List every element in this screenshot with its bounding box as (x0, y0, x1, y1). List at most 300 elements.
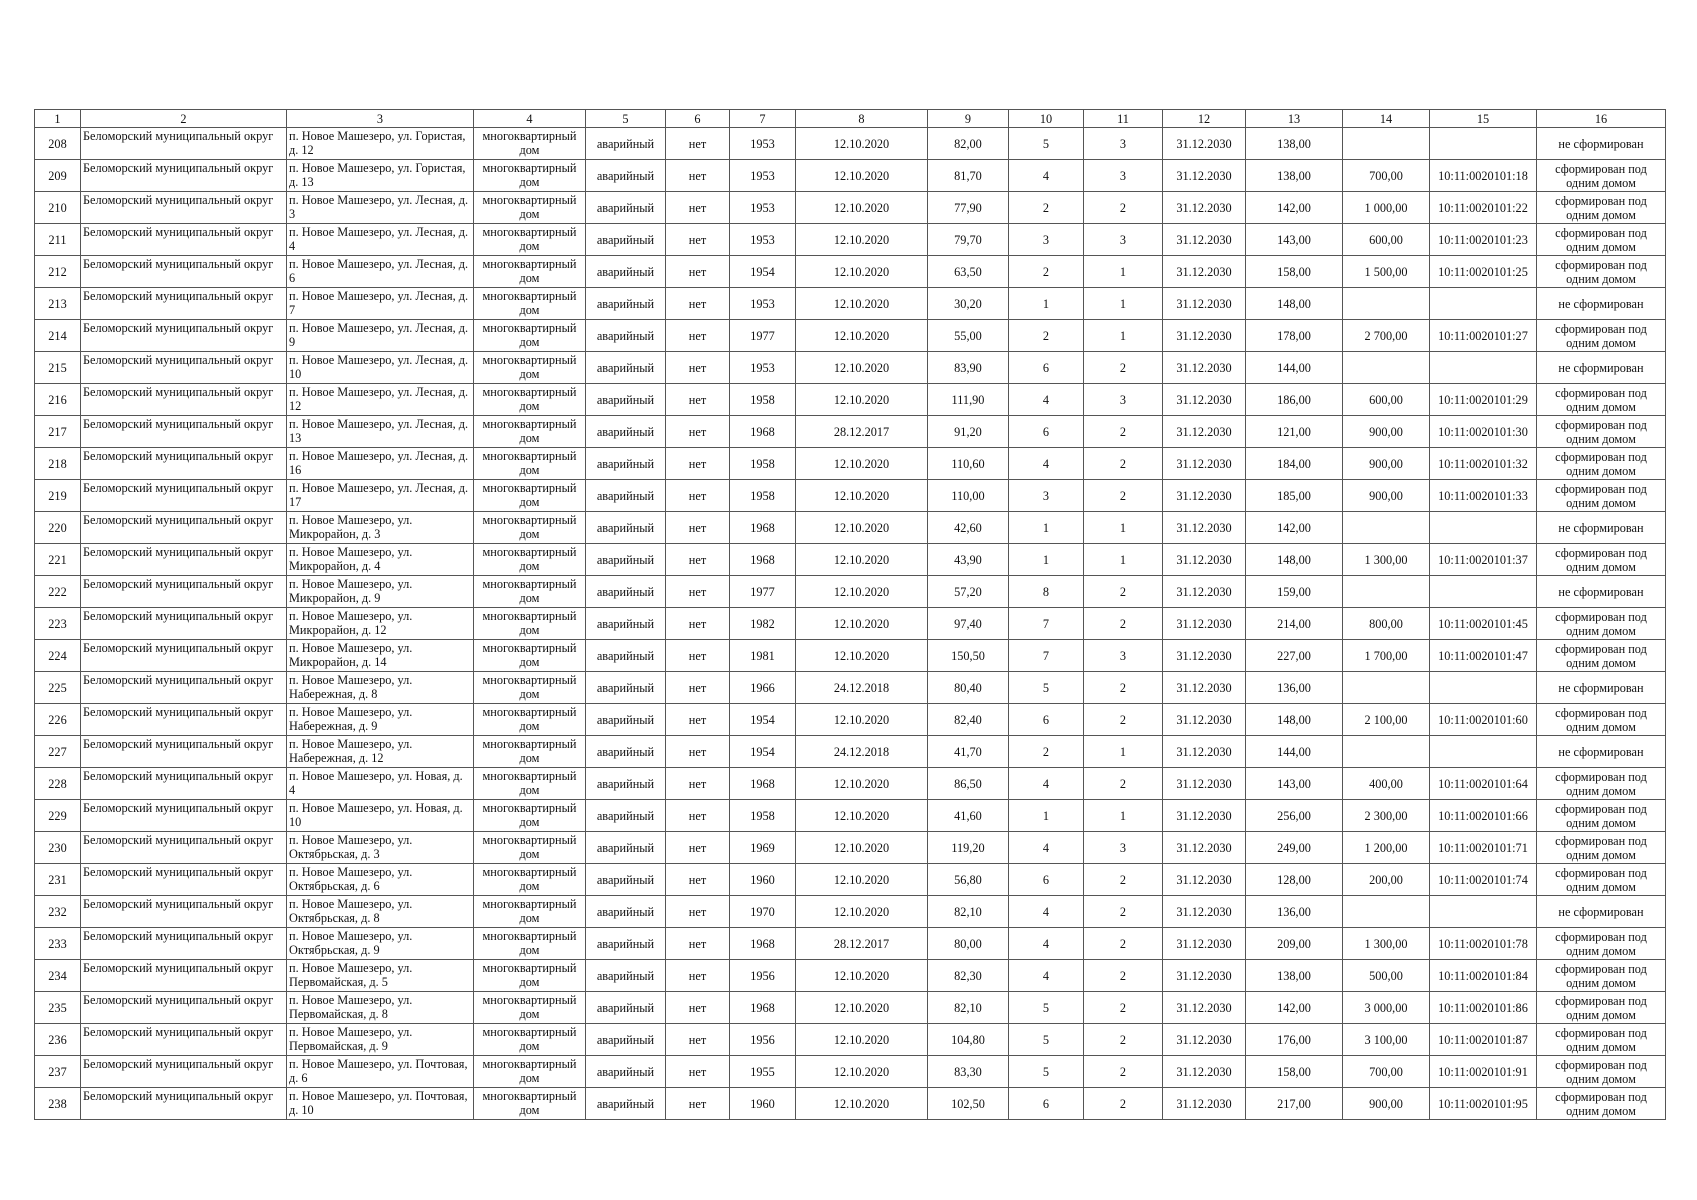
cell-date: 12.10.2020 (796, 864, 928, 896)
cell-building-type: многоквартирный дом (474, 352, 586, 384)
cell-apartments: 2 (1084, 352, 1163, 384)
cell-building-type: многоквартирный дом (474, 800, 586, 832)
cell-row-number: 214 (35, 320, 81, 352)
cell-condition: аварийный (586, 480, 666, 512)
cell-row-number: 216 (35, 384, 81, 416)
cell-apartments: 2 (1084, 1056, 1163, 1088)
cell-year-built: 1956 (730, 960, 796, 992)
cell-amount: 176,00 (1246, 1024, 1343, 1056)
cell-address: п. Новое Машезеро, ул. Октябрьская, д. 6 (287, 864, 474, 896)
cell-land-area: 1 000,00 (1343, 192, 1430, 224)
cell-municipality: Беломорский муниципальный округ (81, 992, 287, 1024)
cell-deadline: 31.12.2030 (1163, 704, 1246, 736)
cell-deadline: 31.12.2030 (1163, 352, 1246, 384)
cell-cadastral-number: 10:11:0020101:60 (1430, 704, 1537, 736)
cell-building-type: многоквартирный дом (474, 288, 586, 320)
cell-row-number: 221 (35, 544, 81, 576)
cell-building-type: многоквартирный дом (474, 672, 586, 704)
table-row (35, 512, 1666, 544)
cell-land-status: сформирован под одним домом (1537, 544, 1666, 576)
cell-address: п. Новое Машезеро, ул. Октябрьская, д. 3 (287, 832, 474, 864)
cell-year-built: 1953 (730, 160, 796, 192)
cell-land-area: 3 000,00 (1343, 992, 1430, 1024)
cell-deadline: 31.12.2030 (1163, 832, 1246, 864)
cell-land-status: сформирован под одним домом (1537, 960, 1666, 992)
cell-area: 119,20 (928, 832, 1009, 864)
cell-residents: 7 (1009, 640, 1084, 672)
cell-municipality: Беломорский муниципальный округ (81, 256, 287, 288)
cell-cadastral-number (1430, 672, 1537, 704)
cell-condition: аварийный (586, 736, 666, 768)
cell-apartments: 1 (1084, 800, 1163, 832)
cell-address: п. Новое Машезеро, ул. Гористая, д. 12 (287, 128, 474, 160)
cell-year-built: 1981 (730, 640, 796, 672)
cell-flag: нет (666, 384, 730, 416)
cell-residents: 4 (1009, 768, 1084, 800)
cell-amount: 144,00 (1246, 736, 1343, 768)
cell-building-type: многоквартирный дом (474, 992, 586, 1024)
cell-apartments: 2 (1084, 960, 1163, 992)
cell-year-built: 1977 (730, 320, 796, 352)
cell-cadastral-number: 10:11:0020101:74 (1430, 864, 1537, 896)
cell-residents: 4 (1009, 448, 1084, 480)
cell-address: п. Новое Машезеро, ул. Микрорайон, д. 3 (287, 512, 474, 544)
cell-condition: аварийный (586, 928, 666, 960)
cell-apartments: 1 (1084, 512, 1163, 544)
cell-amount: 136,00 (1246, 672, 1343, 704)
cell-land-area: 600,00 (1343, 224, 1430, 256)
cell-land-area: 900,00 (1343, 416, 1430, 448)
cell-land-status: сформирован под одним домом (1537, 800, 1666, 832)
cell-building-type: многоквартирный дом (474, 192, 586, 224)
cell-flag: нет (666, 960, 730, 992)
cell-land-status: сформирован под одним домом (1537, 1024, 1666, 1056)
cell-year-built: 1954 (730, 256, 796, 288)
cell-deadline: 31.12.2030 (1163, 512, 1246, 544)
cell-address: п. Новое Машезеро, ул. Октябрьская, д. 9 (287, 928, 474, 960)
cell-residents: 6 (1009, 864, 1084, 896)
cell-land-area: 700,00 (1343, 1056, 1430, 1088)
cell-area: 150,50 (928, 640, 1009, 672)
cell-area: 82,30 (928, 960, 1009, 992)
cell-amount: 249,00 (1246, 832, 1343, 864)
cell-area: 82,10 (928, 992, 1009, 1024)
cell-area: 81,70 (928, 160, 1009, 192)
cell-cadastral-number: 10:11:0020101:23 (1430, 224, 1537, 256)
cell-apartments: 3 (1084, 128, 1163, 160)
cell-deadline: 31.12.2030 (1163, 256, 1246, 288)
cell-land-status: не сформирован (1537, 896, 1666, 928)
cell-deadline: 31.12.2030 (1163, 576, 1246, 608)
cell-apartments: 2 (1084, 1088, 1163, 1120)
cell-municipality: Беломорский муниципальный округ (81, 384, 287, 416)
cell-amount: 136,00 (1246, 896, 1343, 928)
cell-cadastral-number: 10:11:0020101:64 (1430, 768, 1537, 800)
cell-date: 12.10.2020 (796, 704, 928, 736)
cell-flag: нет (666, 256, 730, 288)
cell-building-type: многоквартирный дом (474, 608, 586, 640)
cell-flag: нет (666, 1056, 730, 1088)
cell-land-area: 800,00 (1343, 608, 1430, 640)
table-row (35, 544, 1666, 576)
cell-date: 12.10.2020 (796, 992, 928, 1024)
cell-condition: аварийный (586, 224, 666, 256)
table-row (35, 960, 1666, 992)
table-row (35, 1024, 1666, 1056)
cell-address: п. Новое Машезеро, ул. Лесная, д. 10 (287, 352, 474, 384)
cell-cadastral-number: 10:11:0020101:22 (1430, 192, 1537, 224)
cell-municipality: Беломорский муниципальный округ (81, 320, 287, 352)
column-header-13: 13 (1246, 110, 1343, 128)
cell-date: 12.10.2020 (796, 608, 928, 640)
cell-municipality: Беломорский муниципальный округ (81, 896, 287, 928)
cell-address: п. Новое Машезеро, ул. Микрорайон, д. 4 (287, 544, 474, 576)
cell-date: 12.10.2020 (796, 960, 928, 992)
cell-year-built: 1958 (730, 384, 796, 416)
cell-year-built: 1966 (730, 672, 796, 704)
cell-cadastral-number: 10:11:0020101:86 (1430, 992, 1537, 1024)
cell-cadastral-number: 10:11:0020101:87 (1430, 1024, 1537, 1056)
cell-municipality: Беломорский муниципальный округ (81, 608, 287, 640)
cell-apartments: 3 (1084, 224, 1163, 256)
cell-residents: 1 (1009, 544, 1084, 576)
cell-land-area: 600,00 (1343, 384, 1430, 416)
cell-condition: аварийный (586, 896, 666, 928)
cell-area: 86,50 (928, 768, 1009, 800)
cell-row-number: 234 (35, 960, 81, 992)
cell-address: п. Новое Машезеро, ул. Почтовая, д. 10 (287, 1088, 474, 1120)
cell-apartments: 2 (1084, 992, 1163, 1024)
cell-cadastral-number: 10:11:0020101:33 (1430, 480, 1537, 512)
cell-building-type: многоквартирный дом (474, 160, 586, 192)
table-row (35, 224, 1666, 256)
cell-building-type: многоквартирный дом (474, 1024, 586, 1056)
cell-residents: 5 (1009, 1056, 1084, 1088)
cell-row-number: 238 (35, 1088, 81, 1120)
cell-building-type: многоквартирный дом (474, 704, 586, 736)
cell-deadline: 31.12.2030 (1163, 896, 1246, 928)
cell-year-built: 1953 (730, 288, 796, 320)
cell-amount: 159,00 (1246, 576, 1343, 608)
cell-land-status: сформирован под одним домом (1537, 864, 1666, 896)
cell-row-number: 233 (35, 928, 81, 960)
cell-condition: аварийный (586, 160, 666, 192)
column-header-10: 10 (1009, 110, 1084, 128)
cell-amount: 143,00 (1246, 224, 1343, 256)
cell-row-number: 208 (35, 128, 81, 160)
cell-municipality: Беломорский муниципальный округ (81, 640, 287, 672)
cell-land-status: сформирован под одним домом (1537, 160, 1666, 192)
cell-building-type: многоквартирный дом (474, 960, 586, 992)
cell-cadastral-number (1430, 736, 1537, 768)
cell-date: 24.12.2018 (796, 672, 928, 704)
cell-condition: аварийный (586, 288, 666, 320)
cell-residents: 4 (1009, 928, 1084, 960)
cell-condition: аварийный (586, 1024, 666, 1056)
cell-row-number: 218 (35, 448, 81, 480)
cell-amount: 178,00 (1246, 320, 1343, 352)
cell-apartments: 1 (1084, 288, 1163, 320)
cell-cadastral-number: 10:11:0020101:47 (1430, 640, 1537, 672)
cell-deadline: 31.12.2030 (1163, 224, 1246, 256)
cell-land-status: сформирован под одним домом (1537, 704, 1666, 736)
cell-address: п. Новое Машезеро, ул. Лесная, д. 6 (287, 256, 474, 288)
cell-land-status: не сформирован (1537, 672, 1666, 704)
cell-cadastral-number: 10:11:0020101:18 (1430, 160, 1537, 192)
cell-residents: 4 (1009, 896, 1084, 928)
cell-apartments: 2 (1084, 608, 1163, 640)
cell-row-number: 222 (35, 576, 81, 608)
cell-apartments: 2 (1084, 928, 1163, 960)
cell-deadline: 31.12.2030 (1163, 736, 1246, 768)
cell-condition: аварийный (586, 416, 666, 448)
cell-year-built: 1953 (730, 224, 796, 256)
cell-flag: нет (666, 832, 730, 864)
cell-municipality: Беломорский муниципальный округ (81, 960, 287, 992)
cell-date: 12.10.2020 (796, 480, 928, 512)
cell-deadline: 31.12.2030 (1163, 992, 1246, 1024)
cell-cadastral-number: 10:11:0020101:66 (1430, 800, 1537, 832)
cell-flag: нет (666, 224, 730, 256)
cell-year-built: 1958 (730, 448, 796, 480)
cell-row-number: 237 (35, 1056, 81, 1088)
cell-area: 80,00 (928, 928, 1009, 960)
table-header (35, 110, 1666, 128)
cell-area: 82,10 (928, 896, 1009, 928)
cell-residents: 7 (1009, 608, 1084, 640)
cell-amount: 256,00 (1246, 800, 1343, 832)
cell-building-type: многоквартирный дом (474, 832, 586, 864)
cell-date: 12.10.2020 (796, 384, 928, 416)
cell-date: 12.10.2020 (796, 512, 928, 544)
cell-municipality: Беломорский муниципальный округ (81, 576, 287, 608)
cell-municipality: Беломорский муниципальный округ (81, 288, 287, 320)
cell-area: 79,70 (928, 224, 1009, 256)
cell-apartments: 2 (1084, 1024, 1163, 1056)
cell-flag: нет (666, 672, 730, 704)
cell-row-number: 229 (35, 800, 81, 832)
cell-row-number: 209 (35, 160, 81, 192)
cell-row-number: 230 (35, 832, 81, 864)
cell-date: 12.10.2020 (796, 448, 928, 480)
cell-land-status: сформирован под одним домом (1537, 384, 1666, 416)
cell-area: 80,40 (928, 672, 1009, 704)
table-row (35, 1088, 1666, 1120)
cell-condition: аварийный (586, 704, 666, 736)
cell-land-area: 1 300,00 (1343, 928, 1430, 960)
cell-land-area: 900,00 (1343, 480, 1430, 512)
cell-year-built: 1958 (730, 480, 796, 512)
table-row (35, 576, 1666, 608)
cell-deadline: 31.12.2030 (1163, 1024, 1246, 1056)
cell-municipality: Беломорский муниципальный округ (81, 192, 287, 224)
cell-condition: аварийный (586, 832, 666, 864)
cell-amount: 148,00 (1246, 704, 1343, 736)
cell-row-number: 236 (35, 1024, 81, 1056)
cell-area: 82,40 (928, 704, 1009, 736)
cell-land-area: 500,00 (1343, 960, 1430, 992)
cell-apartments: 3 (1084, 640, 1163, 672)
cell-condition: аварийный (586, 512, 666, 544)
cell-flag: нет (666, 416, 730, 448)
cell-residents: 6 (1009, 352, 1084, 384)
cell-building-type: многоквартирный дом (474, 736, 586, 768)
column-header-5: 5 (586, 110, 666, 128)
cell-address: п. Новое Машезеро, ул. Лесная, д. 12 (287, 384, 474, 416)
cell-amount: 227,00 (1246, 640, 1343, 672)
cell-cadastral-number: 10:11:0020101:29 (1430, 384, 1537, 416)
cell-address: п. Новое Машезеро, ул. Первомайская, д. 8 (287, 992, 474, 1024)
cell-cadastral-number (1430, 512, 1537, 544)
cell-area: 41,60 (928, 800, 1009, 832)
table-row (35, 768, 1666, 800)
cell-amount: 214,00 (1246, 608, 1343, 640)
cell-deadline: 31.12.2030 (1163, 544, 1246, 576)
cell-amount: 138,00 (1246, 128, 1343, 160)
cell-deadline: 31.12.2030 (1163, 864, 1246, 896)
cell-apartments: 1 (1084, 256, 1163, 288)
cell-municipality: Беломорский муниципальный округ (81, 128, 287, 160)
cell-date: 12.10.2020 (796, 800, 928, 832)
cell-land-status: сформирован под одним домом (1537, 256, 1666, 288)
cell-year-built: 1968 (730, 928, 796, 960)
cell-row-number: 228 (35, 768, 81, 800)
cell-condition: аварийный (586, 320, 666, 352)
cell-date: 12.10.2020 (796, 128, 928, 160)
cell-flag: нет (666, 736, 730, 768)
cell-area: 41,70 (928, 736, 1009, 768)
cell-cadastral-number: 10:11:0020101:78 (1430, 928, 1537, 960)
cell-municipality: Беломорский муниципальный округ (81, 832, 287, 864)
cell-residents: 4 (1009, 960, 1084, 992)
cell-year-built: 1960 (730, 1088, 796, 1120)
cell-date: 24.12.2018 (796, 736, 928, 768)
cell-area: 83,30 (928, 1056, 1009, 1088)
cell-address: п. Новое Машезеро, ул. Лесная, д. 17 (287, 480, 474, 512)
cell-deadline: 31.12.2030 (1163, 768, 1246, 800)
table-row (35, 192, 1666, 224)
table-row (35, 160, 1666, 192)
cell-apartments: 2 (1084, 704, 1163, 736)
cell-municipality: Беломорский муниципальный округ (81, 736, 287, 768)
cell-date: 12.10.2020 (796, 1056, 928, 1088)
cell-date: 12.10.2020 (796, 1088, 928, 1120)
table-row (35, 864, 1666, 896)
cell-address: п. Новое Машезеро, ул. Лесная, д. 16 (287, 448, 474, 480)
cell-building-type: многоквартирный дом (474, 768, 586, 800)
cell-amount: 138,00 (1246, 960, 1343, 992)
cell-amount: 142,00 (1246, 192, 1343, 224)
cell-deadline: 31.12.2030 (1163, 288, 1246, 320)
cell-cadastral-number (1430, 576, 1537, 608)
cell-residents: 2 (1009, 192, 1084, 224)
cell-area: 42,60 (928, 512, 1009, 544)
cell-area: 57,20 (928, 576, 1009, 608)
cell-area: 56,80 (928, 864, 1009, 896)
cell-flag: нет (666, 192, 730, 224)
cell-area: 55,00 (928, 320, 1009, 352)
cell-amount: 128,00 (1246, 864, 1343, 896)
cell-address: п. Новое Машезеро, ул. Лесная, д. 4 (287, 224, 474, 256)
cell-flag: нет (666, 320, 730, 352)
cell-row-number: 213 (35, 288, 81, 320)
cell-land-status: сформирован под одним домом (1537, 768, 1666, 800)
table-row (35, 320, 1666, 352)
cell-municipality: Беломорский муниципальный округ (81, 352, 287, 384)
table-row (35, 288, 1666, 320)
table-body (35, 128, 1666, 1120)
cell-row-number: 224 (35, 640, 81, 672)
cell-row-number: 225 (35, 672, 81, 704)
cell-apartments: 2 (1084, 416, 1163, 448)
cell-cadastral-number (1430, 128, 1537, 160)
cell-land-area (1343, 576, 1430, 608)
column-header-12: 12 (1163, 110, 1246, 128)
cell-amount: 143,00 (1246, 768, 1343, 800)
cell-date: 12.10.2020 (796, 832, 928, 864)
cell-cadastral-number: 10:11:0020101:45 (1430, 608, 1537, 640)
cell-flag: нет (666, 864, 730, 896)
cell-year-built: 1953 (730, 128, 796, 160)
cell-municipality: Беломорский муниципальный округ (81, 928, 287, 960)
cell-deadline: 31.12.2030 (1163, 384, 1246, 416)
cell-building-type: многоквартирный дом (474, 512, 586, 544)
cell-condition: аварийный (586, 992, 666, 1024)
cell-land-area: 2 300,00 (1343, 800, 1430, 832)
cell-address: п. Новое Машезеро, ул. Набережная, д. 8 (287, 672, 474, 704)
cell-address: п. Новое Машезеро, ул. Лесная, д. 9 (287, 320, 474, 352)
table-row (35, 384, 1666, 416)
cell-flag: нет (666, 704, 730, 736)
cell-deadline: 31.12.2030 (1163, 800, 1246, 832)
table-row (35, 672, 1666, 704)
cell-year-built: 1968 (730, 544, 796, 576)
cell-residents: 5 (1009, 992, 1084, 1024)
cell-land-area (1343, 512, 1430, 544)
cell-condition: аварийный (586, 672, 666, 704)
cell-year-built: 1982 (730, 608, 796, 640)
cell-date: 28.12.2017 (796, 416, 928, 448)
cell-building-type: многоквартирный дом (474, 896, 586, 928)
cell-date: 12.10.2020 (796, 288, 928, 320)
cell-land-status: не сформирован (1537, 512, 1666, 544)
cell-year-built: 1954 (730, 736, 796, 768)
cell-area: 97,40 (928, 608, 1009, 640)
cell-address: п. Новое Машезеро, ул. Набережная, д. 9 (287, 704, 474, 736)
cell-address: п. Новое Машезеро, ул. Лесная, д. 7 (287, 288, 474, 320)
cell-condition: аварийный (586, 192, 666, 224)
cell-area: 102,50 (928, 1088, 1009, 1120)
housing-register-table (34, 109, 1666, 1120)
cell-row-number: 231 (35, 864, 81, 896)
cell-residents: 6 (1009, 416, 1084, 448)
cell-area: 43,90 (928, 544, 1009, 576)
column-header-7: 7 (730, 110, 796, 128)
cell-date: 12.10.2020 (796, 1024, 928, 1056)
cell-deadline: 31.12.2030 (1163, 192, 1246, 224)
cell-flag: нет (666, 608, 730, 640)
cell-land-area (1343, 896, 1430, 928)
cell-year-built: 1960 (730, 864, 796, 896)
table-row (35, 128, 1666, 160)
table-row (35, 896, 1666, 928)
cell-amount: 186,00 (1246, 384, 1343, 416)
cell-residents: 8 (1009, 576, 1084, 608)
cell-date: 12.10.2020 (796, 224, 928, 256)
cell-municipality: Беломорский муниципальный округ (81, 512, 287, 544)
cell-residents: 4 (1009, 160, 1084, 192)
cell-deadline: 31.12.2030 (1163, 128, 1246, 160)
